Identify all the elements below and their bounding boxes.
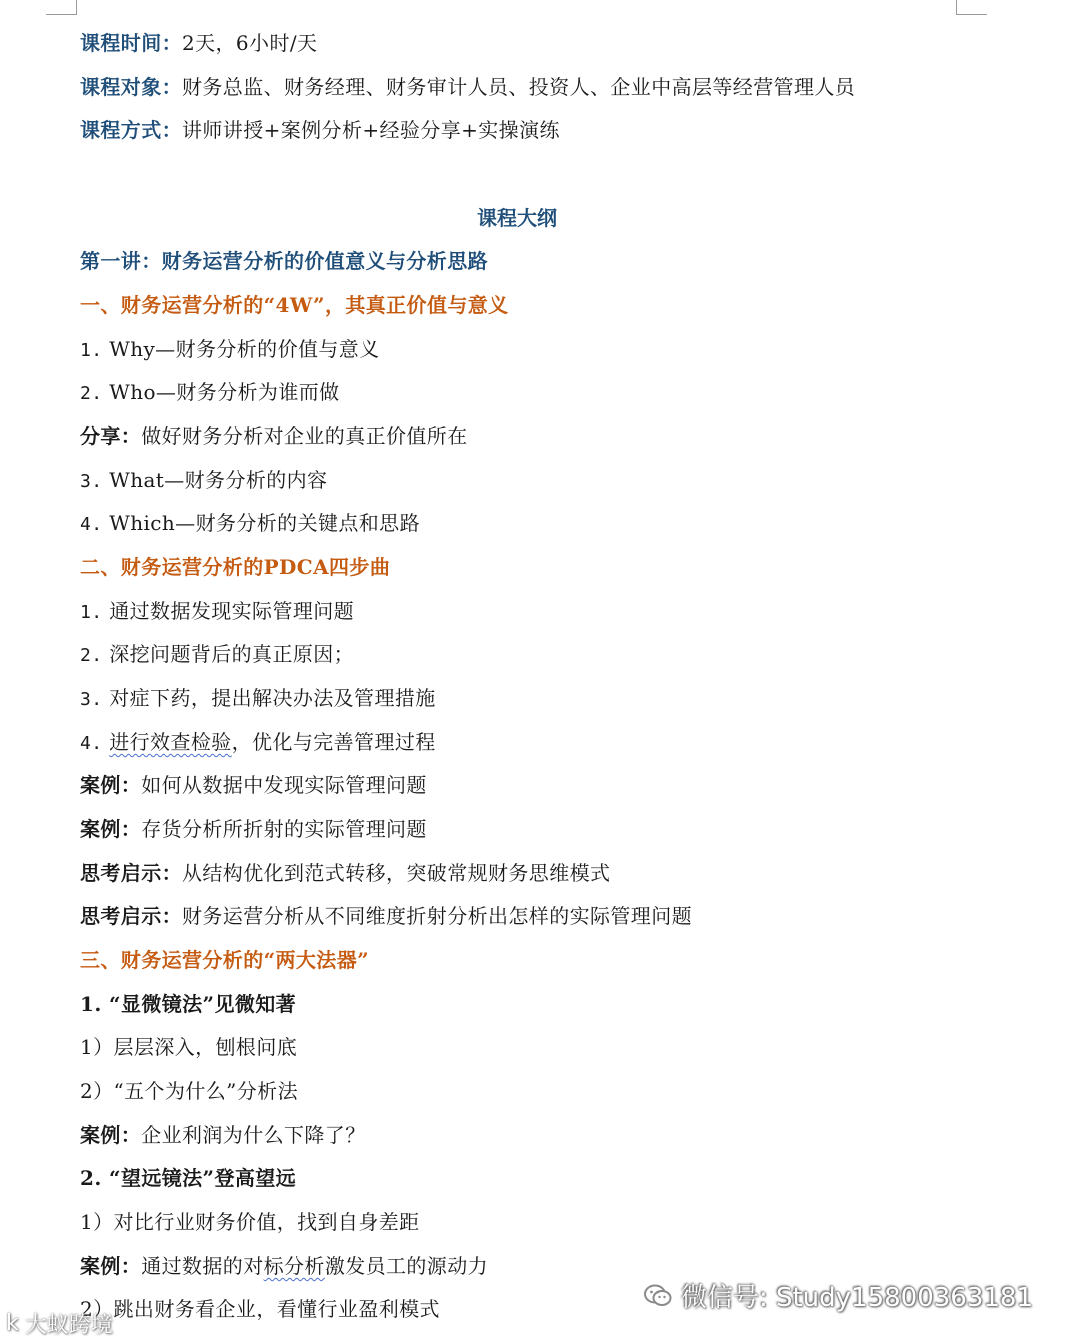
- list-item: [80, 597, 354, 627]
- think-label: 思考启示：: [80, 904, 182, 928]
- think-text: 财务运营分析从不同维度折射分析出怎样的实际管理问题: [182, 904, 692, 928]
- case-text: 通过数据的对: [141, 1254, 264, 1278]
- item-text: ，优化与完善管理过程: [231, 730, 436, 754]
- list-item: [80, 640, 354, 670]
- item-text: Why—财务分析的价值与意义: [109, 337, 380, 361]
- course-time-line: [80, 29, 317, 57]
- item-number: 3.: [80, 689, 103, 710]
- item-number: 2.: [80, 645, 103, 666]
- course-audience-line: [80, 73, 855, 101]
- list-item: 2）跳出财务看企业，看懂行业盈利模式: [80, 1297, 440, 1321]
- list-item: [80, 466, 327, 496]
- item-text: 深挖问题背后的真正原因；: [109, 642, 355, 666]
- crop-mark-top-right: [956, 0, 987, 15]
- course-method-value: 讲师讲授+案例分析+经验分享+实操演练: [182, 118, 560, 142]
- subsection-microscope: 1. “显微镜法”见微知著: [80, 992, 297, 1016]
- course-audience-label: 课程对象：: [80, 75, 182, 99]
- spellcheck-underlined-text[interactable]: 标分析: [263, 1254, 325, 1278]
- case-label: 案例：: [80, 1254, 142, 1278]
- course-time-label: 课程时间：: [80, 31, 182, 55]
- case-text: 存货分析所折射的实际管理问题: [141, 817, 427, 841]
- share-line: [80, 422, 468, 450]
- course-audience-value: 财务总监、财务经理、财务审计人员、投资人、企业中高层等经营管理人员: [182, 75, 856, 99]
- list-item: [80, 335, 380, 365]
- brand-text: 大蚁跨境: [24, 1313, 113, 1338]
- case-text: 如何从数据中发现实际管理问题: [141, 773, 427, 797]
- case-text: 激发员工的源动力: [324, 1254, 489, 1278]
- brand-watermark: [6, 1308, 113, 1339]
- case-line: [80, 815, 427, 843]
- spellcheck-underlined-text[interactable]: 进行效查检验: [109, 730, 232, 754]
- item-number: 4.: [80, 514, 103, 535]
- list-item: 1）层层深入，刨根问底: [80, 1035, 298, 1059]
- list-item: [80, 378, 340, 408]
- item-text: Which—财务分析的关键点和思路: [109, 511, 420, 535]
- item-number: 1.: [80, 602, 103, 623]
- section-3-heading: 三、财务运营分析的“两大法器”: [80, 948, 370, 972]
- item-number: 1.: [80, 340, 103, 361]
- brand-logo-icon: k: [6, 1311, 19, 1336]
- wechat-watermark: [643, 1277, 1033, 1314]
- share-text: 做好财务分析对企业的真正价值所在: [141, 424, 468, 448]
- wechat-id-text: 微信号: Study15800363181: [680, 1283, 1033, 1313]
- case-text: 企业利润为什么下降了？: [141, 1123, 366, 1147]
- case-line: [80, 1121, 366, 1149]
- list-item: 2）“五个为什么”分析法: [80, 1079, 298, 1103]
- section-2-heading: 二、财务运营分析的PDCA四步曲: [80, 555, 391, 579]
- course-method-label: 课程方式：: [80, 118, 182, 142]
- item-text: What—财务分析的内容: [109, 468, 328, 492]
- lecture-1-heading: 第一讲：财务运营分析的价值意义与分析思路: [80, 249, 488, 273]
- list-item: 1）对比行业财务价值，找到自身差距: [80, 1210, 420, 1234]
- case-label: 案例：: [80, 1123, 142, 1147]
- wechat-icon: [643, 1283, 673, 1309]
- list-item: [80, 509, 420, 539]
- case-label: 案例：: [80, 817, 142, 841]
- list-item: [80, 728, 436, 758]
- crop-mark-top-left: [46, 0, 77, 15]
- think-text: 从结构优化到范式转移，突破常规财务思维模式: [182, 861, 611, 885]
- case-label: 案例：: [80, 773, 142, 797]
- item-number: 2.: [80, 383, 103, 404]
- course-method-line: [80, 116, 560, 144]
- item-number: 3.: [80, 471, 103, 492]
- item-text: 对症下药，提出解决办法及管理措施: [109, 686, 436, 710]
- list-item: [80, 684, 436, 714]
- item-text: Who—财务分析为谁而做: [109, 380, 340, 404]
- subsection-telescope: 2. “望远镜法”登高望远: [80, 1166, 297, 1190]
- course-time-value: 2天，6小时/天: [182, 31, 318, 55]
- item-text: 通过数据发现实际管理问题: [109, 599, 355, 623]
- section-1-heading: 一、财务运营分析的“4W”，其真正价值与意义: [80, 293, 509, 317]
- think-label: 思考启示：: [80, 861, 182, 885]
- case-line: [80, 1252, 488, 1280]
- case-line: [80, 771, 427, 799]
- share-label: 分享：: [80, 424, 142, 448]
- outline-title: 课程大纲: [477, 206, 557, 230]
- item-number: 4.: [80, 733, 103, 754]
- think-line: [80, 902, 692, 930]
- think-line: [80, 859, 610, 887]
